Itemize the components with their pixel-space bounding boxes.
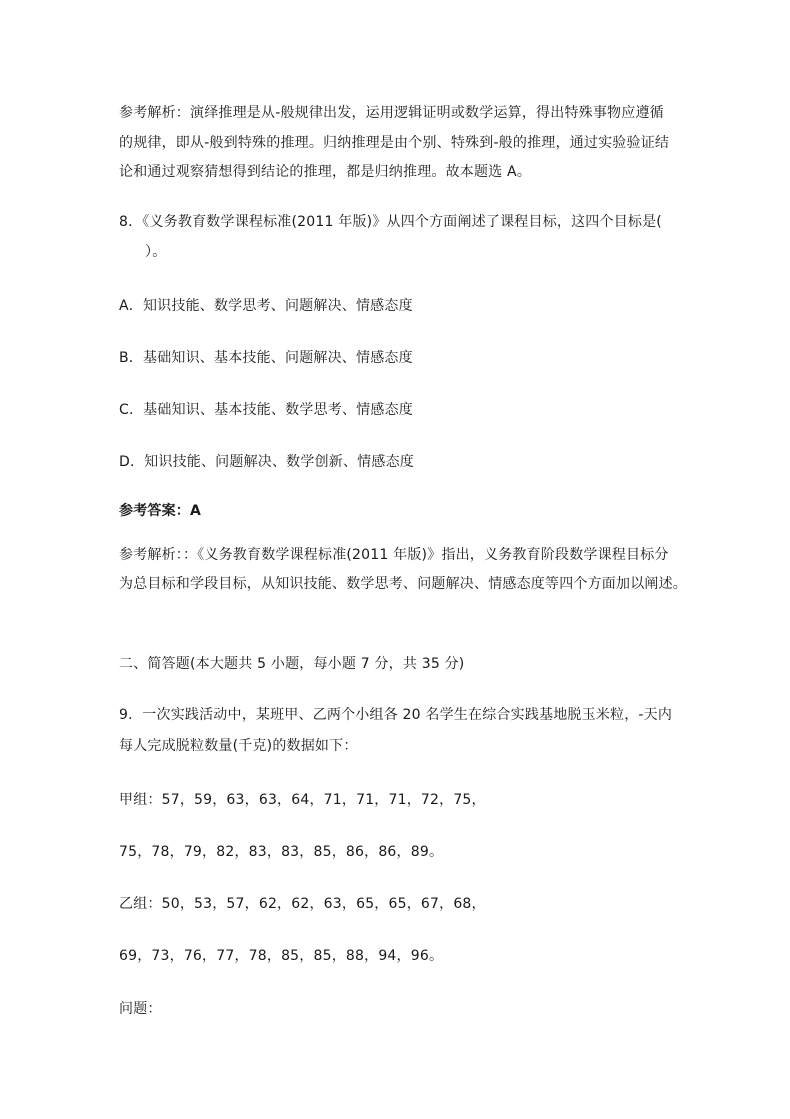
question-8-option-d: D．知识技能、问题解决、数学创新、情感态度 (119, 454, 414, 470)
analysis-7-line-3: 论和通过观察猜想得到结论的推理，都是归纳推理。故本题选 A。 (119, 164, 532, 180)
question-8-stem-line-1: 8．《义务教育数学课程标准(2011 年版)》从四个方面阐述了课程目标，这四个目标是( (119, 214, 662, 230)
group-b-data-line-1: 乙组：50，53，57，62，62，63，65，65，67，68， (119, 896, 486, 912)
group-b-data-line-2: 69，73，76，77，78，85，85，88，94，96。 (119, 948, 444, 964)
question-8-stem-line-2: ）。 (145, 244, 167, 260)
question-8-option-c: C．基础知识、基本技能、数学思考、情感态度 (119, 402, 413, 418)
section-2-title: 二、简答题(本大题共 5 小题，每小题 7 分，共 35 分) (119, 656, 465, 672)
question-8-answer: 参考答案：A (119, 503, 202, 519)
question-9-stem-line-1: 9．一次实践活动中，某班甲、乙两个小组各 20 名学生在综合实践基地脱玉米粒，-天内 (119, 707, 673, 723)
question-8-option-a: A．知识技能、数学思考、问题解决、情感态度 (119, 298, 413, 314)
question-9-label: 问题： (119, 1001, 162, 1017)
question-8-analysis-line-1: 参考解析：：《义务教育数学课程标准(2011 年版)》指出，义务教育阶段数学课程目标分 (119, 547, 669, 563)
question-9-stem-line-2: 每人完成脱粒数量(千克)的数据如下： (119, 738, 358, 754)
analysis-7-line-1: 参考解析：演绎推理是从-般规律出发，运用逻辑证明或数学运算，得出特殊事物应遵循 (119, 105, 664, 121)
group-a-data-line-1: 甲组：57，59，63，63，64，71，71，71，72，75， (119, 792, 486, 808)
analysis-7-line-2: 的规律，即从-般到特殊的推理。归纳推理是由个别、特殊到-般的推理，通过实验验证结 (119, 135, 670, 151)
question-8-analysis-line-2: 为总目标和学段目标，从知识技能、数学思考、问题解决、情感态度等四个方面加以阐述。 (119, 576, 687, 592)
group-a-data-line-2: 75，78，79，82，83，83，85，86，86，89。 (119, 844, 444, 860)
question-8-option-b: B．基础知识、基本技能、问题解决、情感态度 (119, 350, 413, 366)
